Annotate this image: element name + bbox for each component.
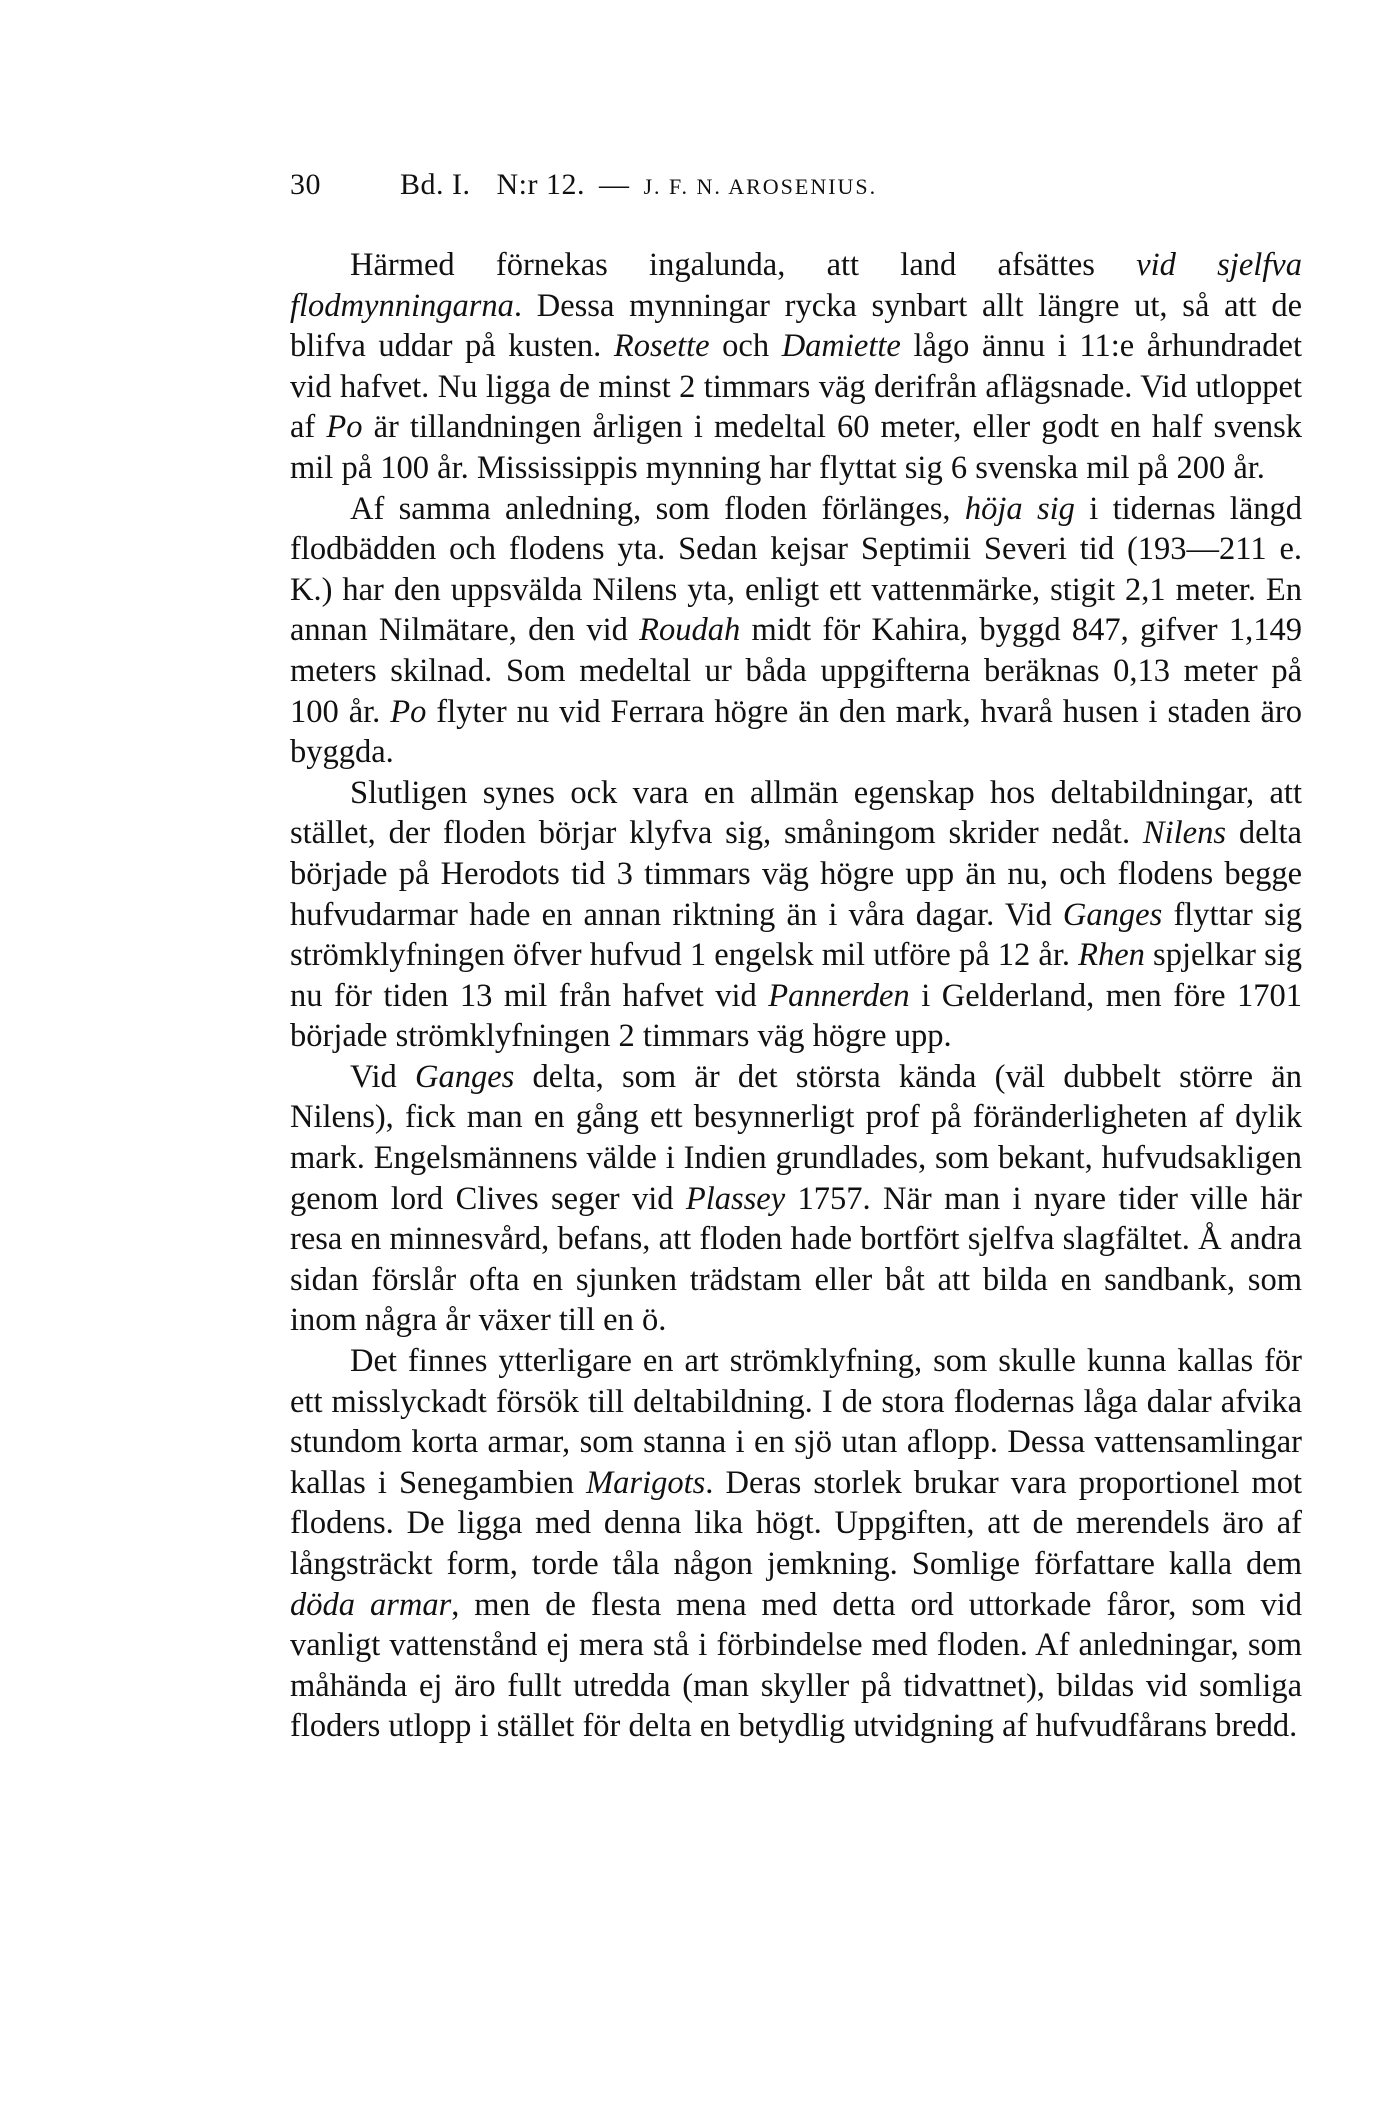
italic-run: döda armar <box>290 1586 452 1623</box>
paragraph-5: Det finnes ytterligare en art strömklyfning, som skulle kunna kallas för ett misslyckadt försök till deltabildning. I de stora flodernas låga dalar afvika stundom korta armar, som stanna i en sjö utan aflopp. Dessa vattensamlingar kallas i Senegambien Marigots. Deras storlek brukar vara proportionel mot flodens. De ligga med denna lika högt. Uppgiften, att de merendels äro af långsträckt form, torde tåla någon jemkning. Somlige författare kalla dem döda armar, men de flesta mena med detta ord uttorkade fåror, som vid vanligt vattenstånd ej mera stå i förbindelse med floden. Af anledningar, som måhända ej äro fullt utredda (man skyller på tidvattnet), bildas vid somliga floders utlopp i stället för delta en betydlig utvidgning af hufvudfårans bredd. <box>290 1343 1302 1745</box>
italic-run: Ganges <box>415 1058 515 1095</box>
italic-run: vid sjelfva flodmynningarna <box>290 247 1302 324</box>
italic-run: Ganges <box>1062 896 1163 933</box>
italic-run: Rosette <box>613 328 710 365</box>
italic-run: höja sig <box>964 490 1075 527</box>
italic-run: Damiette <box>781 328 901 365</box>
italic-run: Rhen <box>1078 937 1145 974</box>
running-header <box>290 165 1302 205</box>
body-text <box>290 245 1302 1747</box>
paragraph-4: Vid Ganges delta, som är det största kända (väl dubbelt större än Nilens), fick man en gång ett besynnerligt prof på föränderligheten af dylik mark. Engelsmännens välde i Indien grundlades, som bekant, hufvudsakligen genom lord Clives seger vid Plassey 1757. När man i nyare tider ville här resa en minnesvård, befans, att floden hade bortfört sjelfva slagfältet. Å andra sidan förslår ofta en sjunken trädstam eller båt att bilda en sandbank, som inom några år växer till en ö. <box>290 1058 1302 1339</box>
header-dash: — <box>599 168 630 201</box>
paragraph-3: Slutligen synes ock vara en allmän egenskap hos deltabildningar, att stället, der floden börjar klyfva sig, småningom skrider nedåt. Nilens delta började på Herodots tid 3 timmars väg högre upp än nu, och flodens begge hufvudarmar hade en annan riktning än i våra dagar. Vid Ganges flyttar sig strömklyfningen öfver hufvud 1 engelsk mil utföre på 12 år. Rhen spjelkar sig nu för tiden 13 mil från hafvet vid Pannerden i Gelderland, men före 1701 började strömklyfningen 2 timmars väg högre upp. <box>290 774 1302 1055</box>
page-number: 30 <box>290 168 321 201</box>
italic-run: Nilens <box>1142 815 1226 852</box>
italic-run: Roudah <box>639 612 741 649</box>
italic-run: Plassey <box>685 1180 786 1217</box>
paragraph-1: Härmed förnekas ingalunda, att land afsättes vid sjelfva flodmynningarna. Dessa mynningar rycka synbart allt längre ut, så att de blifva uddar på kusten. Rosette och Damiette lågo ännu i 11:e århundradet vid hafvet. Nu ligga de minst 2 timmars väg derifrån aflägsnade. Vid utloppet af Po är tillandningen årligen i medeltal 60 meter, eller godt en half svensk mil på 100 år. Mississippis mynning har flyttat sig 6 svenska mil på 200 år. <box>290 247 1303 486</box>
issue-label: N:r 12. <box>496 168 585 201</box>
italic-run: Po <box>390 693 427 730</box>
italic-run: Marigots <box>586 1464 706 1501</box>
volume-label: Bd. I. <box>400 168 471 201</box>
author-name: J. F. N. AROSENIUS. <box>643 174 878 199</box>
paragraph-2: Af samma anledning, som floden förlänges, höja sig i tidernas längd flodbädden och flodens yta. Sedan kejsar Septimii Severi tid (193—211 e. K.) har den uppsvälda Nilens yta, enligt ett vattenmärke, stigit 2,1 meter. En annan Nilmätare, den vid Roudah midt för Kahira, byggd 847, gifver 1,149 meters skilnad. Som medeltal ur båda uppgifterna beräknas 0,13 meter på 100 år. Po flyter nu vid Ferrara högre än den mark, hvarå husen i staden äro byggda. <box>290 490 1302 771</box>
italic-run: Pannerden <box>768 977 910 1014</box>
italic-run: Po <box>326 409 363 446</box>
book-page <box>290 165 1302 1747</box>
